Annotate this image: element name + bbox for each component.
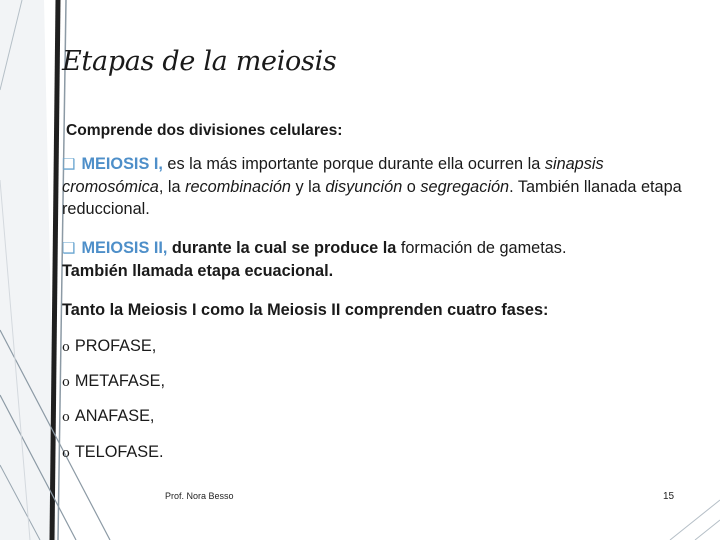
circle-bullet-icon: o: [62, 340, 70, 355]
phase-item-anafase: [62, 405, 154, 429]
term-disyuncion: disyunción: [325, 178, 403, 196]
term-segregacion: segregación: [420, 178, 510, 196]
meiosis-2-label: MEIOSIS II,: [81, 239, 168, 257]
meiosis-2-paragraph: [62, 237, 702, 282]
phase-label: PROFASE,: [74, 337, 157, 355]
meiosis-1-text-5: . También llanada etapa reduccional.: [62, 178, 682, 218]
summary-text: Tanto la Meiosis I como la Meiosis II comprenden cuatro fases:: [62, 301, 549, 319]
meiosis-1-paragraph: [62, 153, 702, 220]
meiosis-1-text-3: y la: [290, 178, 326, 196]
phase-label: ANAFASE,: [74, 407, 155, 425]
meiosis-1-text-4: o: [402, 178, 421, 196]
meiosis-1-label: MEIOSIS I,: [81, 155, 163, 173]
term-cromosomica: cromosómica: [62, 178, 159, 196]
phase-item-profase: [62, 335, 156, 359]
term-recombinacion: recombinación: [185, 178, 291, 196]
meiosis-2-text-3: También llamada etapa ecuacional.: [62, 262, 334, 280]
meiosis-2-text-2: formación de gametas.: [396, 239, 567, 257]
slide-title: Etapas de la meiosis: [62, 46, 337, 77]
phase-item-metafase: [62, 370, 165, 394]
circle-bullet-icon: o: [62, 410, 70, 425]
meiosis-2-text-1: durante la cual se produce la: [167, 239, 397, 257]
phase-label: METAFASE,: [74, 372, 165, 390]
checkbox-bullet-icon: ❑: [62, 240, 76, 257]
intro-text: Comprende dos divisiones celulares:: [66, 122, 343, 139]
phase-label: TELOFASE.: [74, 443, 164, 461]
checkbox-bullet-icon: ❑: [62, 156, 76, 173]
term-sinapsis: sinapsis: [544, 155, 604, 173]
circle-bullet-icon: o: [62, 375, 70, 390]
page-number: 15: [663, 491, 675, 502]
footer-author: Prof. Nora Besso: [165, 491, 234, 501]
phase-item-telofase: [62, 441, 164, 465]
meiosis-1-text-2: , la: [158, 178, 186, 196]
circle-bullet-icon: o: [62, 446, 70, 461]
meiosis-1-text-1: es la más importante porque durante ella ocurren la: [162, 155, 545, 173]
